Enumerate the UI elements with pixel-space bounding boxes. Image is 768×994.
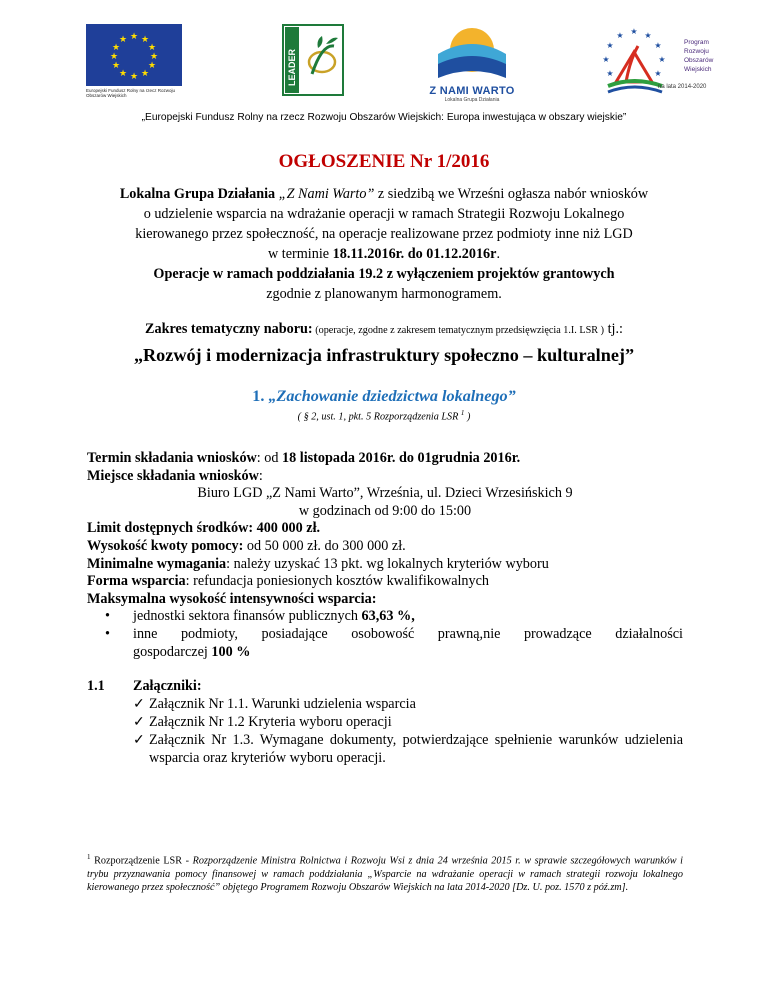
funds-limit: Limit dostępnych środków: 400 000 zł. [87, 520, 321, 537]
bullet-icon: • [105, 608, 110, 625]
checkmark-icon: ✓ [133, 714, 145, 730]
section-heading: 1. „Zachowanie dziedzictwa lokalnego” [252, 387, 516, 405]
min-requirements-line: Minimalne wymagania: należy uzyskać 13 pkt. wg lokalnych kryteriów wyboru [87, 555, 549, 572]
intro-line-6: zgodnie z planowanym harmonogramem. [266, 286, 502, 302]
logo-bar [0, 12, 768, 107]
sun-waves-icon [424, 24, 520, 80]
svg-text:★: ★ [129, 32, 139, 42]
intro-line-2: o udzielenie wsparcia na wdrażanie operacji w ramach Strategii Rozwoju Lokalnego [143, 206, 625, 222]
intro-paragraph [60, 184, 708, 304]
leader-logo [282, 24, 344, 96]
svg-text:★: ★ [606, 69, 614, 78]
svg-text:★: ★ [658, 55, 666, 64]
znw-subtitle: Lokalna Grupa Działania [444, 97, 500, 103]
z-nami-warto-logo [424, 24, 520, 110]
leader-emblem-icon [282, 24, 344, 96]
attachments-number: 1.1 [87, 678, 105, 694]
thematic-scope: Zakres tematyczny naboru: (operacje, zgodne z zakresem tematycznym przedsięwzięcia 1.I. LSR ) tj.: [145, 321, 623, 337]
leader-text: LEADER [287, 48, 297, 86]
attachment-item: ✓ Załącznik Nr 1.1. Warunki udzielenia wsparcia [133, 696, 416, 712]
svg-text:★: ★ [140, 35, 150, 45]
znw-title: Z NAMI WARTO [429, 85, 515, 97]
prow-logo [592, 24, 724, 104]
intro-line-3: kierowanego przez społeczność, na operacje realizowane przez podmioty inne niż LGD [135, 226, 633, 242]
intro-line-1: Lokalna Grupa Działania „Z Nami Warto” z siedzibą we Wrześni ogłasza nabór wniosków [119, 186, 649, 202]
footnote: $^1$ Rozporządzenie LSR - Rozporządzenie Ministra Rolnictwa i Rozwoju Wsi z dnia 24 września 2015 r. w sprawie szczegółowych warunków i trybu przyznawania pomocy finansowej w ramach poddziałania „Wsparcie na wdrażanie operacji w ramach strategii rozwoju lokalnego kierowanego przez społeczność” objętego Programem Rozwoju Obszarów Wiejskich na lata 2014-2020 [Dz. U. poz. 1570 z póź.zm]. [87, 853, 683, 894]
page-title: OGŁOSZENIE Nr 1/2016 [278, 151, 490, 172]
eu-flag-logo [86, 24, 182, 100]
intensity-item-other: • inne podmioty, posiadające osobowość prawną,nie prowadzące działalności gospodarczej 100 % [105, 625, 683, 660]
checkmark-icon: ✓ [133, 732, 145, 748]
svg-text:★: ★ [118, 35, 128, 45]
svg-text:★: ★ [606, 41, 614, 50]
svg-text:★: ★ [630, 27, 638, 36]
deadline-line: Termin składania wniosków: od 18 listopada 2016r. do 01grudnia 2016r. [87, 450, 521, 466]
location-line: Miejsce składania wniosków: [87, 467, 263, 484]
svg-text:★: ★ [147, 61, 157, 71]
call-details [87, 450, 683, 661]
svg-text:★: ★ [111, 43, 121, 53]
attachments-heading: Załączniki: [133, 678, 202, 694]
svg-text:★: ★ [644, 31, 652, 40]
prow-name: Program Rozwoju Obszarów Wiejskich [684, 39, 714, 73]
eu-stars-icon [86, 24, 182, 86]
svg-text:★: ★ [616, 31, 624, 40]
prow-years: na lata 2014-2020 [658, 84, 707, 90]
svg-text:★: ★ [147, 43, 157, 53]
intro-line-5: Operacje w ramach poddziałania 19.2 z wyłączeniem projektów grantowych [153, 266, 615, 282]
intro-line-4: w terminie 18.11.2016r. do 01.12.2016r. [268, 246, 500, 262]
svg-text:★: ★ [111, 61, 121, 71]
office-hours: w godzinach od 9:00 do 15:00 [298, 502, 472, 519]
max-intensity-heading: Maksymalna wysokość intensywności wsparcia: [87, 590, 377, 607]
motto: „Europejski Fundusz Rolny na rzecz Rozwoju Obszarów Wiejskich: Europa inwestująca w obszary wiejskie” [141, 112, 627, 123]
svg-text:★: ★ [654, 41, 662, 50]
aid-amount-line: Wysokość kwoty pomocy: od 50 000 zł. do 300 000 zł. [87, 537, 406, 554]
attachment-item: ✓ Załącznik Nr 1.2 Kryteria wyboru operacji [133, 714, 392, 730]
attachments-body [133, 677, 683, 767]
bullet-icon: • [105, 625, 110, 642]
support-form-line: Forma wsparcia: refundacja poniesionych kosztów kwalifikowalnych [87, 573, 490, 590]
intensity-item-public: • jednostki sektora finansów publicznych 63,63 %, [105, 608, 415, 625]
svg-text:★: ★ [654, 69, 662, 78]
attachment-item: ✓ Załącznik Nr 1.3. Wymagane dokumenty, potwierdzające spełnienie warunków udzielenia wsparcia oraz kryteriów wyboru operacji. [133, 732, 683, 766]
svg-text:★: ★ [149, 52, 159, 62]
eu-caption: Europejski Fundusz Rolny na rzecz Rozwoju Obszarów Wiejskich [86, 88, 176, 98]
section-reference: ( § 2, ust. 1, pkt. 5 Rozporządzenia LSR $^1$ ) [297, 409, 471, 423]
svg-text:★: ★ [129, 72, 139, 82]
svg-text:★: ★ [140, 69, 150, 79]
office-address: Biuro LGD „Z Nami Warto”, Września, ul. Dzieci Wrzesińskich 9 [197, 485, 573, 502]
svg-text:★: ★ [118, 69, 128, 79]
topic-heading: „Rozwój i modernizacja infrastruktury społeczno – kulturalnej” [133, 345, 635, 365]
checkmark-icon: ✓ [133, 696, 145, 712]
eu-flag [86, 24, 182, 86]
svg-text:★: ★ [602, 55, 610, 64]
svg-text:★: ★ [109, 52, 119, 62]
